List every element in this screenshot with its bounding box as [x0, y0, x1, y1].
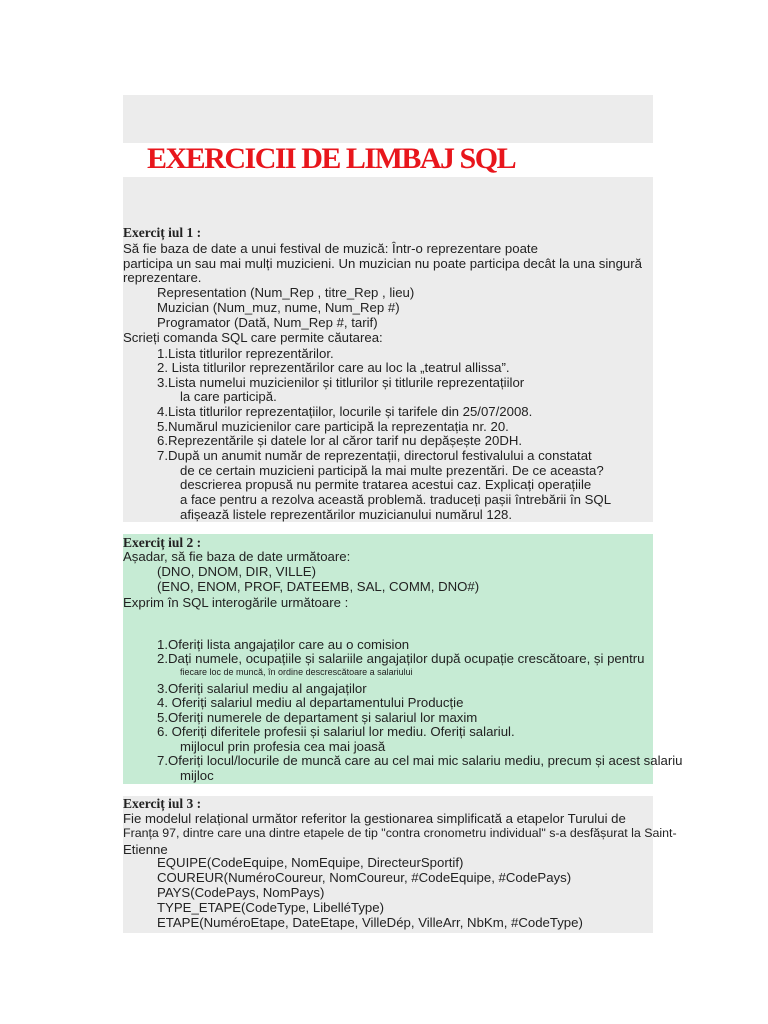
- ex1-line: reprezentare.: [123, 270, 202, 285]
- ex1-question: 2. Lista titlurilor reprezentărilor care au loc la „teatrul allissa”.: [157, 360, 510, 375]
- ex3-table-item: EQUIPE(CodeEquipe, NomEquipe, DirecteurSportif): [157, 855, 464, 870]
- ex1-question-cont: la care participă.: [180, 389, 277, 404]
- ex1-question-cont: afișează listele reprezentărilor muzicianului numărul 128.: [180, 507, 513, 522]
- ex3-line: Fie modelul relațional următor referitor la gestionarea simplificată a etapelor Turului de: [123, 811, 626, 826]
- ex1-question-cont: a face pentru a rezolva această problemă. traduceți pașii întrebării în SQL: [180, 492, 612, 507]
- exercise-2-header: Exerciț iul 2 :: [123, 535, 202, 550]
- header-block: [123, 95, 653, 143]
- ex3-table-item: PAYS(CodePays, NomPays): [157, 885, 325, 900]
- exercise-1-header: Exerciț iul 1 :: [123, 225, 202, 240]
- ex1-question: 4.Lista titlurilor reprezentațiilor, locurile și tarifele din 25/07/2008.: [157, 404, 533, 419]
- ex2-question-note: fiecare loc de muncă, în ordine descrescătoare a salariului: [180, 667, 413, 677]
- ex1-question: 7.După un anumit număr de reprezentații, directorul festivalului a constatat: [157, 448, 592, 463]
- ex3-table-item: TYPE_ETAPE(CodeType, LibelléType): [157, 900, 384, 915]
- ex2-question: 1.Oferiți lista angajaților care au o comision: [157, 637, 410, 652]
- ex2-question: 4. Oferiți salariul mediu al departamentului Producție: [157, 695, 464, 710]
- ex3-line: Etienne: [123, 842, 168, 857]
- ex2-question-cont: mijlocul prin profesia cea mai joasă: [180, 739, 386, 754]
- ex2-question: 6. Oferiți diferitele profesii și salariul lor mediu. Oferiți salariul.: [157, 724, 515, 739]
- ex3-table-item: COUREUR(NuméroCoureur, NomCoureur, #CodeEquipe, #CodePays): [157, 870, 572, 885]
- ex1-question: 3.Lista numelui muzicienilor și titlurilor și titlurile reprezentațiilor: [157, 375, 525, 390]
- ex1-line: participa un sau mai mulți muzicieni. Un muzician nu poate participa decât la una singură: [123, 256, 642, 271]
- exercise-3-header: Exerciț iul 3 :: [123, 796, 202, 811]
- ex2-question: 5.Oferiți numerele de departament și salariul lor maxim: [157, 710, 478, 725]
- ex1-line: Să fie baza de date a unui festival de muzică: Într-o reprezentare poate: [123, 241, 538, 256]
- ex1-question-cont: de ce certain muzicieni participă la mai multe prezentări. De ce aceasta?: [180, 463, 604, 478]
- ex1-question: 6.Reprezentările și datele lor al căror tarif nu depășește 20DH.: [157, 433, 523, 448]
- ex2-question-cont: mijloc: [180, 768, 214, 783]
- page-title: EXERCICII DE LIMBAJ SQL: [147, 142, 516, 175]
- ex2-question: 7.Oferiți locul/locurile de muncă care au cel mai mic salariu mediu, precum și acest salariu: [157, 753, 683, 768]
- ex2-list-item: (DNO, DNOM, DIR, VILLE): [157, 564, 316, 579]
- ex2-list-item: (ENO, ENOM, PROF, DATEEMB, SAL, COMM, DNO#): [157, 579, 480, 594]
- ex2-question: 2.Dați numele, ocupațiile și salariile angajaților după ocupație crescătoare, și pentru: [157, 651, 645, 666]
- ex1-list-item: Muzician (Num_muz, nume, Num_Rep #): [157, 300, 400, 315]
- ex1-question-cont: descrierea propusă nu permite tratarea acestui caz. Explicați operațiile: [180, 477, 592, 492]
- ex2-line: Exprim în SQL interogările următoare :: [123, 595, 349, 610]
- ex1-list-item: Programator (Dată, Num_Rep #, tarif): [157, 315, 378, 330]
- ex1-list-item: Representation (Num_Rep , titre_Rep , lieu): [157, 285, 415, 300]
- ex1-line: Scrieți comanda SQL care permite căutarea:: [123, 330, 383, 345]
- ex1-question: 1.Lista titlurilor reprezentărilor.: [157, 346, 334, 361]
- ex2-question: 3.Oferiți salariul mediu al angajaților: [157, 681, 367, 696]
- ex1-question: 5.Numărul muzicienilor care participă la reprezentația nr. 20.: [157, 419, 509, 434]
- ex3-line: Franța 97, dintre care una dintre etapele de tip "contra cronometru individual" s-a desfășurat la Saint-: [123, 826, 677, 840]
- ex2-line: Așadar, să fie baza de date următoare:: [123, 549, 351, 564]
- ex3-table-item: ETAPE(NuméroEtape, DateEtape, VilleDép, VilleArr, NbKm, #CodeType): [157, 915, 583, 930]
